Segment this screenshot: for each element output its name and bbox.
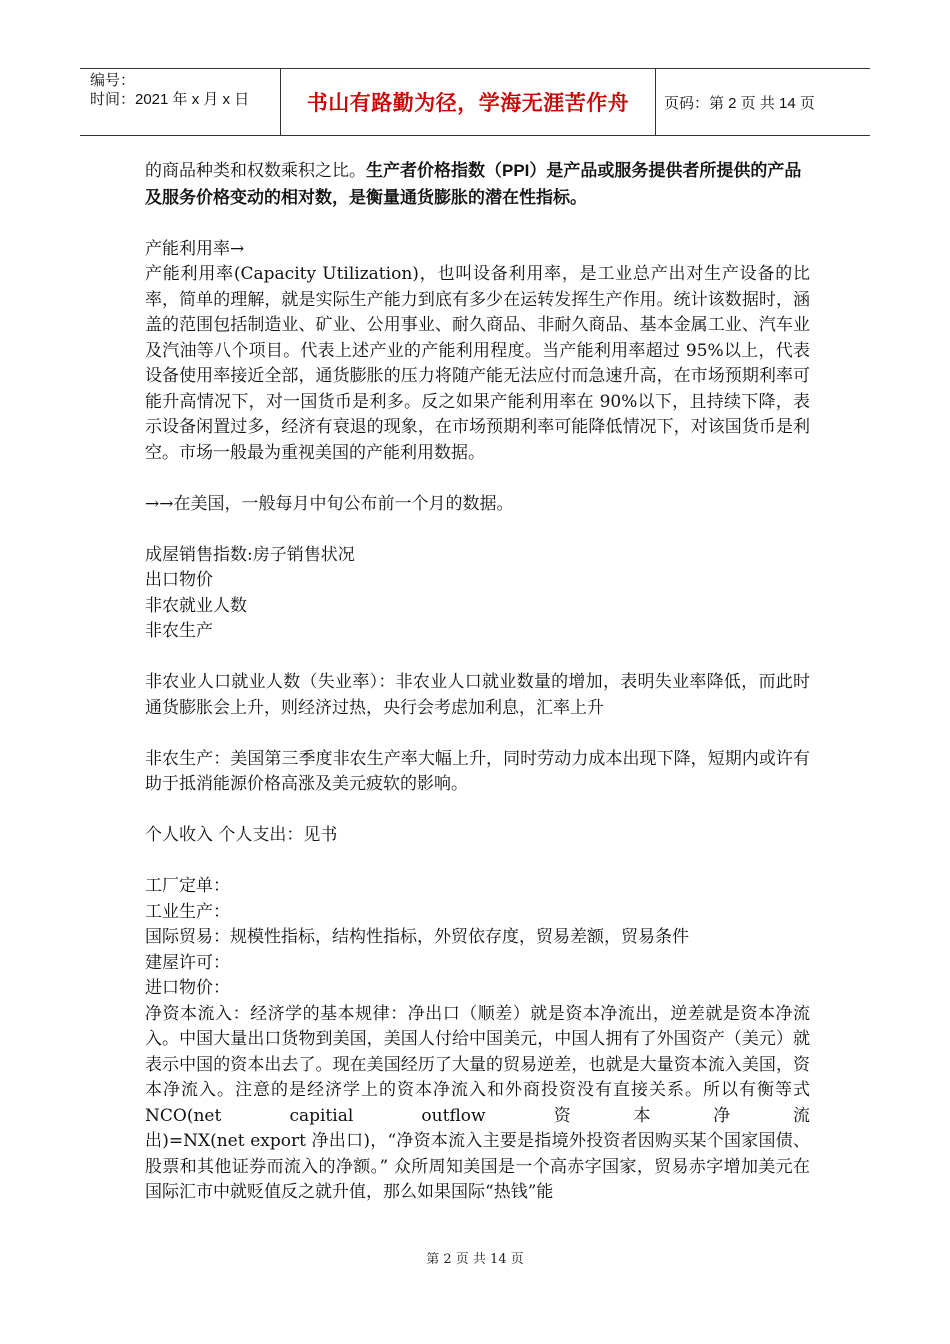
list-item: 国际贸易：规模性指标，结构性指标，外贸依存度，贸易差额，贸易条件 [145,927,689,947]
header-table [80,68,870,136]
list-item: 非农就业人数 [145,595,247,616]
list-item: 工厂定单： [145,876,230,896]
header-meta-cell [80,69,281,135]
capacity-note: →→在美国，一般每月中旬公布前一个月的数据。 [145,493,514,514]
ppi-paragraph [145,158,810,211]
nonfarm-production-paragraph: 非农生产：美国第三季度非农生产率大幅上升，同时劳动力成本出现下降，短期内或许有助于抵消能源价格高涨及美元疲软的影响。 [145,748,810,794]
ppi-intro-text: 的商品种类和权数乘积之比。 [145,161,366,181]
list-item: 建屋许可： [145,952,230,973]
ppi-definition-text: 生产者价格指数（PPI）是产品或服务提供者所提供的产品及服务价格变动的相对数，是衡量通货膨胀的潜在性指标。 [145,161,802,207]
list-item: 成屋销售指数:房子销售状况 [145,544,355,565]
list-item: 工业生产： [145,901,230,922]
document-body [145,158,810,1206]
time-label: 时间：2021 年 x 月 x 日 [90,91,250,108]
nonfarm-employment-paragraph: 非农业人口就业人数（失业率）：非农业人口就业数量的增加，表明失业率降低，而此时通货膨胀会上升，则经济过热，央行会考虑加利息，汇率上升 [145,672,810,718]
net-capital-paragraph-a: 净资本流入：经济学的基本规律：净出口（顺差）就是资本净流出，逆差就是资本净流入。中国大量出口货物到美国，美国人付给中国美元，中国人拥有了外国资产（美元）就表示中国的资本出去了。现在美国经历了大量的贸易逆差，也就是大量资本流入美国，资本净流入。注意的是经济学上的资本净流入和外商投资没有直接关系。所以有衡等式 NCO(net capitial outflow 资本净流 [145,1003,810,1126]
motto: 书山有路勤为径，学海无涯苦作舟 [281,69,656,135]
page-info: 页码：第 2 页 共 14 页 [664,94,815,112]
list-item: 非农生产 [145,621,213,641]
capacity-title: 产能利用率→ [145,238,245,259]
net-capital-paragraph-b: 出)=NX(net export 净出口)，“净资本流入主要是指境外投资者因购买某个国家国债、股票和其他证券而流入的净额。” 众所周知美国是一个高赤字国家，贸易赤字增加美元在国际汇市中就贬值反之就升值，那么如果国际“热钱”能 [145,1131,810,1202]
personal-income-line: 个人收入 个人支出：见书 [145,825,338,845]
list-item: 进口物价： [145,978,230,998]
page-footer: 第 2 页 共 14 页 [426,1252,524,1267]
capacity-body: 产能利用率(Capacity Utilization)，也叫设备利用率，是工业总产出对生产设备的比率，简单的理解，就是实际生产能力到底有多少在运转发挥生产作用。统计该数据时，涵盖的范围包括制造业、矿业、公用事业、耐久商品、非耐久商品、基本金属工业、汽车业及汽油等八个项目。代表上述产业的产能利用程度。当产能利用率超过 95%以上，代表设备使用率接近全部，通货膨胀的压力将随产能无法应付而急速升高，在市场预期利率可能升高情况下，对一国货币是利多。反之如果产能利用率在 90%以下，且持续下降，表示设备闲置过多，经济有衰退的现象，在市场预期利率可能降低情况下，对该国货币是利空。市场一般最为重视美国的产能利用数据。 [145,264,810,463]
number-label: 编号： [90,72,136,89]
list-item: 出口物价 [145,570,213,590]
